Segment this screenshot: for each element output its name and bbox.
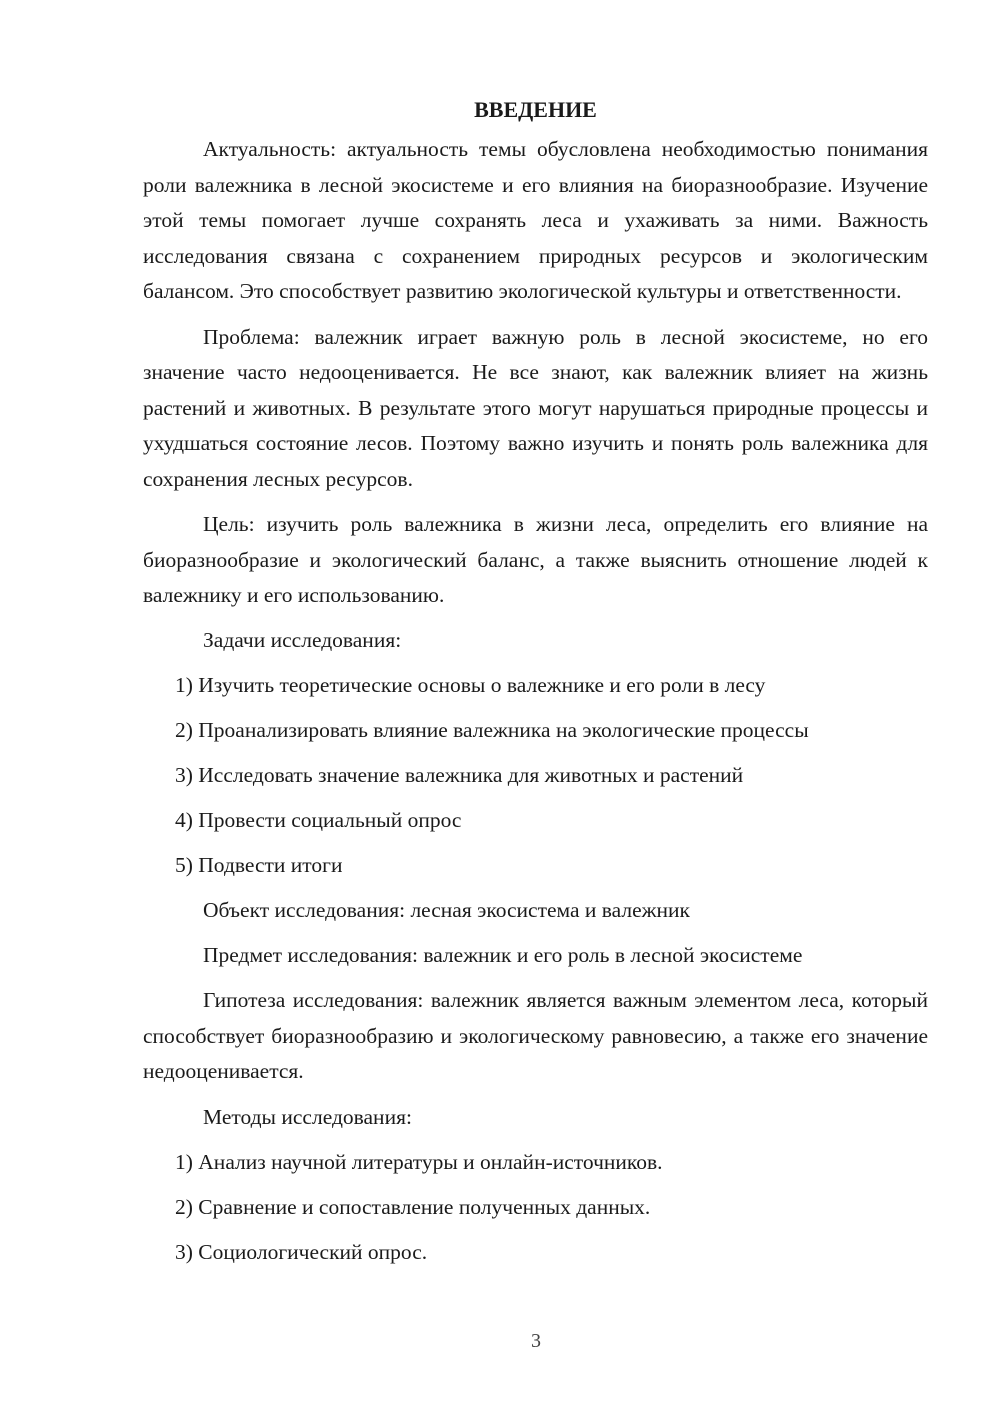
- list-item: 3) Социологический опрос.: [175, 1239, 428, 1264]
- tasks-heading: Задачи исследования:: [203, 628, 402, 652]
- document-page: [143, 94, 928, 1270]
- page-number: 3: [531, 1330, 541, 1352]
- relevance-paragraph: Актуальность: актуальность темы обусловлена необходимостью понимания роли валежника в лесной экосистеме и его влияния на биоразнообразие. Изучение этой темы помогает лучше сохранять леса и ухаживать за ними. Важность исследования связана с сохранением природных ресурсов и экологическим балансом. Это способствует развитию экологической культуры и ответственности.: [143, 137, 928, 303]
- page-title: ВВЕДЕНИЕ: [474, 97, 597, 122]
- list-item: 1) Анализ научной литературы и онлайн-источников.: [175, 1149, 663, 1174]
- list-item: 5) Подвести итоги: [175, 853, 343, 877]
- goal-paragraph: Цель: изучить роль валежника в жизни леса, определить его влияние на биоразнообразие и экологический баланс, а также выяснить отношение людей к валежнику и его использованию.: [143, 512, 928, 607]
- list-item: 4) Провести социальный опрос: [175, 808, 462, 832]
- list-item: 2) Проанализировать влияние валежника на экологические процессы: [175, 718, 809, 742]
- tasks-list: [143, 668, 928, 884]
- list-item: 3) Исследовать значение валежника для животных и растений: [175, 763, 744, 787]
- object-paragraph: Объект исследования: лесная экосистема и валежник: [203, 898, 690, 922]
- methods-heading: Методы исследования:: [203, 1104, 412, 1129]
- subject-paragraph: Предмет исследования: валежник и его роль в лесной экосистеме: [203, 943, 803, 967]
- list-item: 1) Изучить теоретические основы о валежнике и его роли в лесу: [175, 673, 766, 697]
- hypothesis-paragraph: Гипотеза исследования: валежник является важным элементом леса, который способствует биоразнообразию и экологическому равновесию, а также его значение недооценивается.: [143, 988, 928, 1083]
- problem-paragraph: Проблема: валежник играет важную роль в лесной экосистеме, но его значение часто недооценивается. Не все знают, как валежник влияет на жизнь растений и животных. В результате этого могут нарушаться природные процессы и ухудшаться состояние лесов. Поэтому важно изучить и понять роль валежника для сохранения лесных ресурсов.: [143, 324, 928, 491]
- list-item: 2) Сравнение и сопоставление полученных данных.: [175, 1194, 651, 1219]
- methods-list: [143, 1145, 928, 1271]
